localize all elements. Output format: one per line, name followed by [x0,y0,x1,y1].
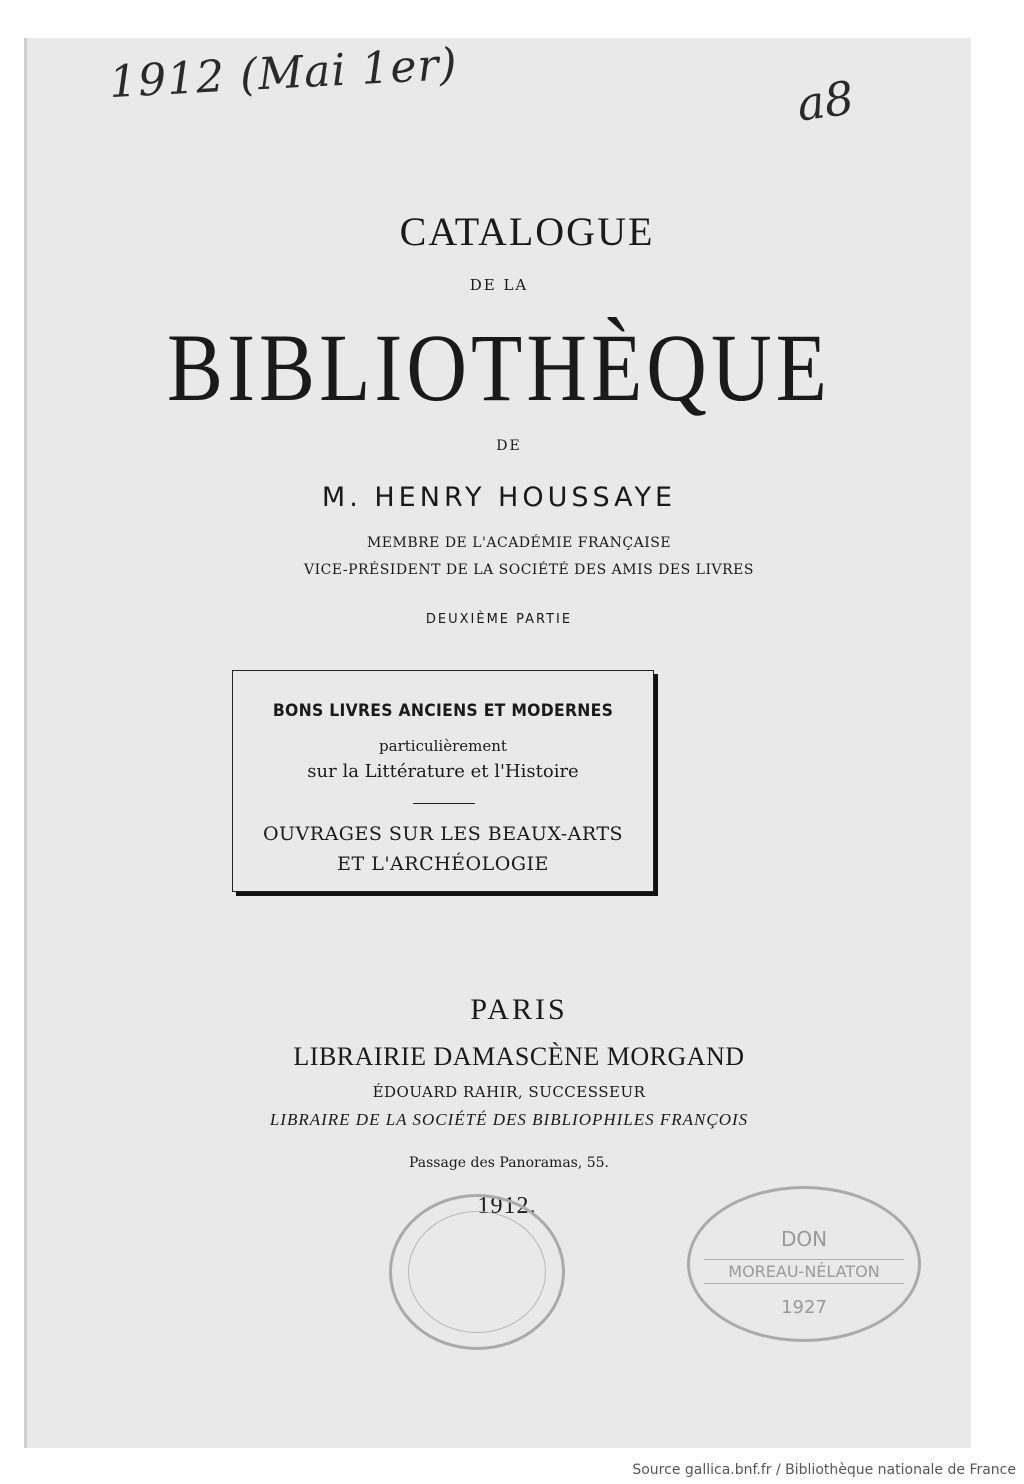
donation-stamp-don: DON [780,1227,828,1251]
title-de: DE [496,438,522,454]
contents-beaux-arts: OUVRAGES SUR LES BEAUX-ARTS [262,823,624,845]
contents-box [232,670,654,892]
donation-stamp-year: 1927 [781,1297,827,1318]
library-stamp-left [389,1194,565,1350]
imprint-successor: ÉDOUARD RAHIR, SUCCESSEUR [372,1083,646,1101]
author-role-societe: VICE-PRÉSIDENT DE LA SOCIÉTÉ DES AMIS DES LIVRES [304,562,754,578]
title-de-la: DE LA [469,276,529,294]
stamp-inner-ring [408,1211,546,1333]
scanned-page [24,38,971,1448]
imprint-affiliation: LIBRAIRE DE LA SOCIÉTÉ DES BIBLIOPHILES FRANÇOIS [269,1110,749,1129]
part-label: DEUXIÈME PARTIE [425,612,573,627]
donation-stamp [687,1186,921,1342]
contents-archeologie: ET L'ARCHÉOLOGIE [337,853,549,875]
donation-stamp-name: MOREAU-NÉLATON [704,1259,904,1284]
title-bibliotheque: BIBLIOTHÈQUE [167,315,831,422]
title-catalogue: CATALOGUE [399,209,655,254]
contents-heading: BONS LIVRES ANCIENS ET MODERNES [272,701,614,721]
source-credit: Source gallica.bnf.fr / Bibliothèque nationale de France [632,1462,1016,1478]
contents-subject: sur la Littérature et l'Histoire [307,761,579,782]
imprint-address: Passage des Panoramas, 55. [408,1155,610,1171]
contents-particulierement: particulièrement [379,737,507,755]
imprint-city: PARIS [470,993,568,1026]
contents-divider [413,803,475,804]
handwritten-date-note: 1912 (Mai 1er) [107,38,459,109]
author-name: M. HENRY HOUSSAYE [321,482,677,513]
imprint-year: 1912. [477,1193,537,1219]
author-role-academie: MEMBRE DE L'ACADÉMIE FRANÇAISE [366,535,672,551]
handwritten-shelf-mark: a8 [793,70,858,132]
imprint-publisher: LIBRAIRIE DAMASCÈNE MORGAND [293,1042,745,1071]
